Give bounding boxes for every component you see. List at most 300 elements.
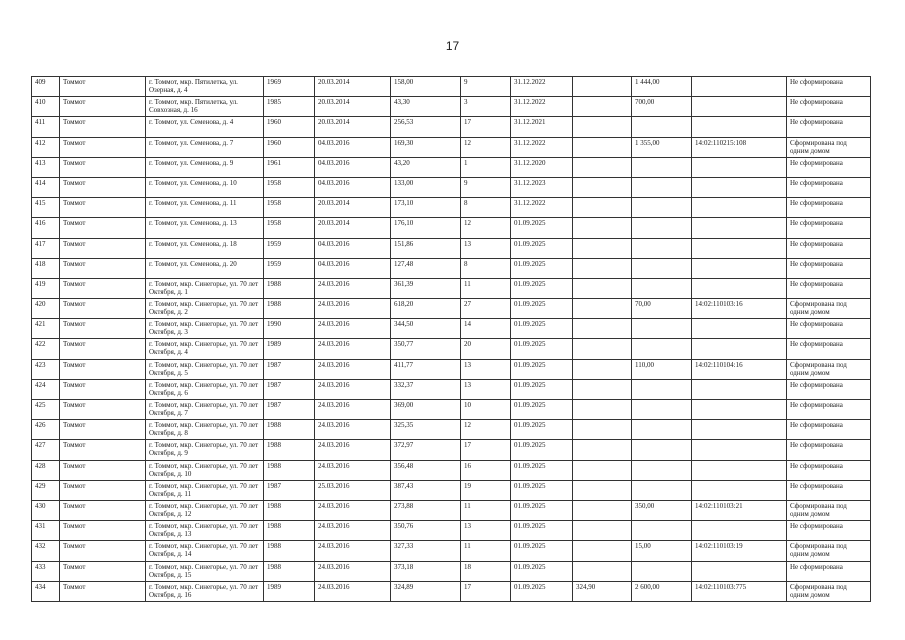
table-row [32, 177, 871, 197]
recognition-date-cell: 20.03.2014 [315, 218, 391, 238]
address-cell: г. Томмот, мкр. Синегорье, ул. 70 лет Октября, д. 14 [146, 541, 264, 561]
value-cell [573, 521, 632, 541]
address-cell: г. Томмот, мкр. Синегорье, ул. 70 лет Октября, д. 13 [146, 521, 264, 541]
address-cell: г. Томмот, ул. Семенова, д. 18 [146, 238, 264, 258]
area-cell: 173,10 [391, 198, 461, 218]
table-row [32, 500, 871, 520]
cadastral-number-cell [692, 198, 787, 218]
value-cell [573, 137, 632, 157]
row-number-cell: 410 [32, 97, 60, 117]
table-row [32, 581, 871, 601]
table-row [32, 77, 871, 97]
area-cell: 133,00 [391, 177, 461, 197]
row-number-cell: 425 [32, 400, 60, 420]
city-cell: Томмот [60, 480, 146, 500]
deadline-cell: 01.09.2025 [511, 480, 573, 500]
address-cell: г. Томмот, мкр. Синегорье, ул. 70 лет Октября, д. 1 [146, 278, 264, 298]
recognition-date-cell: 24.03.2016 [315, 500, 391, 520]
cadastral-number-cell: 14:02:110104:16 [692, 359, 787, 379]
cadastral-number-cell [692, 521, 787, 541]
cadastral-number-cell: 14:02:110103:16 [692, 299, 787, 319]
deadline-cell: 01.09.2025 [511, 278, 573, 298]
built-year-cell: 1988 [264, 278, 315, 298]
value-cell [573, 319, 632, 339]
land-area-cell: 70,00 [632, 299, 692, 319]
built-year-cell: 1988 [264, 561, 315, 581]
table-row [32, 359, 871, 379]
land-area-cell: 1 355,00 [632, 137, 692, 157]
city-cell: Томмот [60, 521, 146, 541]
table-row [32, 561, 871, 581]
land-area-cell [632, 218, 692, 238]
row-number-cell: 414 [32, 177, 60, 197]
cadastral-number-cell [692, 440, 787, 460]
address-cell: г. Томмот, мкр. Пятилетка, ул. Совхозная, д. 16 [146, 97, 264, 117]
land-status-cell: Сформирована под одним домом [787, 137, 871, 157]
area-cell: 324,89 [391, 581, 461, 601]
cadastral-number-cell [692, 238, 787, 258]
deadline-cell: 01.09.2025 [511, 359, 573, 379]
land-status-cell: Не сформирована [787, 77, 871, 97]
residents-cell: 18 [461, 561, 511, 581]
value-cell [573, 379, 632, 399]
cadastral-number-cell [692, 480, 787, 500]
area-cell: 356,48 [391, 460, 461, 480]
land-status-cell: Сформирована под одним домом [787, 500, 871, 520]
value-cell [573, 198, 632, 218]
land-status-cell: Не сформирована [787, 238, 871, 258]
built-year-cell: 1987 [264, 359, 315, 379]
area-cell: 373,18 [391, 561, 461, 581]
built-year-cell: 1988 [264, 460, 315, 480]
row-number-cell: 428 [32, 460, 60, 480]
value-cell [573, 157, 632, 177]
city-cell: Томмот [60, 561, 146, 581]
address-cell: г. Томмот, мкр. Синегорье, ул. 70 лет Октября, д. 8 [146, 420, 264, 440]
land-area-cell: 700,00 [632, 97, 692, 117]
residents-cell: 12 [461, 420, 511, 440]
land-status-cell: Не сформирована [787, 460, 871, 480]
residents-cell: 20 [461, 339, 511, 359]
land-status-cell: Не сформирована [787, 177, 871, 197]
city-cell: Томмот [60, 379, 146, 399]
address-cell: г. Томмот, мкр. Синегорье, ул. 70 лет Октября, д. 7 [146, 400, 264, 420]
recognition-date-cell: 24.03.2016 [315, 460, 391, 480]
address-cell: г. Томмот, мкр. Синегорье, ул. 70 лет Октября, д. 12 [146, 500, 264, 520]
built-year-cell: 1987 [264, 400, 315, 420]
recognition-date-cell: 24.03.2016 [315, 299, 391, 319]
deadline-cell: 01.09.2025 [511, 460, 573, 480]
area-cell: 151,86 [391, 238, 461, 258]
table-row [32, 521, 871, 541]
area-cell: 256,53 [391, 117, 461, 137]
value-cell [573, 541, 632, 561]
land-status-cell: Не сформирована [787, 319, 871, 339]
recognition-date-cell: 20.03.2014 [315, 97, 391, 117]
deadline-cell: 31.12.2022 [511, 77, 573, 97]
city-cell: Томмот [60, 238, 146, 258]
cadastral-number-cell [692, 561, 787, 581]
row-number-cell: 413 [32, 157, 60, 177]
land-status-cell: Не сформирована [787, 218, 871, 238]
recognition-date-cell: 20.03.2014 [315, 198, 391, 218]
land-status-cell: Сформирована под одним домом [787, 299, 871, 319]
city-cell: Томмот [60, 339, 146, 359]
cadastral-number-cell: 14:02:110103:21 [692, 500, 787, 520]
city-cell: Томмот [60, 299, 146, 319]
land-status-cell: Не сформирована [787, 198, 871, 218]
area-cell: 411,77 [391, 359, 461, 379]
deadline-cell: 31.12.2020 [511, 157, 573, 177]
land-area-cell: 350,00 [632, 500, 692, 520]
deadline-cell: 01.09.2025 [511, 238, 573, 258]
table-row [32, 97, 871, 117]
land-area-cell [632, 117, 692, 137]
land-area-cell [632, 319, 692, 339]
area-cell: 169,30 [391, 137, 461, 157]
row-number-cell: 429 [32, 480, 60, 500]
cadastral-number-cell [692, 218, 787, 238]
recognition-date-cell: 04.03.2016 [315, 177, 391, 197]
built-year-cell: 1987 [264, 379, 315, 399]
built-year-cell: 1988 [264, 440, 315, 460]
deadline-cell: 01.09.2025 [511, 218, 573, 238]
area-cell: 273,88 [391, 500, 461, 520]
address-cell: г. Томмот, мкр. Синегорье, ул. 70 лет Октября, д. 15 [146, 561, 264, 581]
built-year-cell: 1989 [264, 339, 315, 359]
recognition-date-cell: 24.03.2016 [315, 521, 391, 541]
land-status-cell: Не сформирована [787, 157, 871, 177]
land-area-cell [632, 339, 692, 359]
value-cell [573, 400, 632, 420]
cadastral-number-cell: 14:02:110103:775 [692, 581, 787, 601]
recognition-date-cell: 24.03.2016 [315, 400, 391, 420]
row-number-cell: 416 [32, 218, 60, 238]
table-row [32, 157, 871, 177]
value-cell [573, 278, 632, 298]
value-cell [573, 359, 632, 379]
land-area-cell [632, 258, 692, 278]
cadastral-number-cell: 14:02:110103:19 [692, 541, 787, 561]
built-year-cell: 1988 [264, 521, 315, 541]
table-row [32, 339, 871, 359]
table-row [32, 117, 871, 137]
address-cell: г. Томмот, мкр. Синегорье, ул. 70 лет Октября, д. 10 [146, 460, 264, 480]
value-cell [573, 480, 632, 500]
row-number-cell: 434 [32, 581, 60, 601]
deadline-cell: 01.09.2025 [511, 521, 573, 541]
residents-cell: 16 [461, 460, 511, 480]
land-status-cell: Не сформирована [787, 440, 871, 460]
row-number-cell: 418 [32, 258, 60, 278]
residents-cell: 1 [461, 157, 511, 177]
area-cell: 387,43 [391, 480, 461, 500]
land-status-cell: Не сформирована [787, 258, 871, 278]
deadline-cell: 01.09.2025 [511, 258, 573, 278]
address-cell: г. Томмот, мкр. Синегорье, ул. 70 лет Октября, д. 6 [146, 379, 264, 399]
deadline-cell: 01.09.2025 [511, 440, 573, 460]
table-row [32, 238, 871, 258]
built-year-cell: 1987 [264, 480, 315, 500]
deadline-cell: 31.12.2022 [511, 137, 573, 157]
cadastral-number-cell [692, 77, 787, 97]
address-cell: г. Томмот, ул. Семенова, д. 9 [146, 157, 264, 177]
land-area-cell [632, 198, 692, 218]
land-status-cell: Не сформирована [787, 420, 871, 440]
land-area-cell: 15,00 [632, 541, 692, 561]
table-row [32, 480, 871, 500]
residents-cell: 11 [461, 500, 511, 520]
city-cell: Томмот [60, 97, 146, 117]
row-number-cell: 409 [32, 77, 60, 97]
land-status-cell: Не сформирована [787, 97, 871, 117]
row-number-cell: 432 [32, 541, 60, 561]
row-number-cell: 415 [32, 198, 60, 218]
residents-cell: 8 [461, 258, 511, 278]
row-number-cell: 431 [32, 521, 60, 541]
address-cell: г. Томмот, мкр. Синегорье, ул. 70 лет Октября, д. 9 [146, 440, 264, 460]
residents-cell: 17 [461, 440, 511, 460]
value-cell [573, 77, 632, 97]
registry-body [32, 77, 871, 602]
land-area-cell: 1 444,00 [632, 77, 692, 97]
residents-cell: 3 [461, 97, 511, 117]
value-cell [573, 561, 632, 581]
address-cell: г. Томмот, ул. Семенова, д. 10 [146, 177, 264, 197]
land-status-cell: Сформирована под одним домом [787, 541, 871, 561]
residents-cell: 27 [461, 299, 511, 319]
recognition-date-cell: 24.03.2016 [315, 339, 391, 359]
deadline-cell: 01.09.2025 [511, 299, 573, 319]
table-row [32, 420, 871, 440]
page-number: 17 [445, 39, 460, 53]
deadline-cell: 01.09.2025 [511, 500, 573, 520]
address-cell: г. Томмот, мкр. Синегорье, ул. 70 лет Октября, д. 2 [146, 299, 264, 319]
row-number-cell: 426 [32, 420, 60, 440]
city-cell: Томмот [60, 278, 146, 298]
city-cell: Томмот [60, 581, 146, 601]
built-year-cell: 1960 [264, 117, 315, 137]
city-cell: Томмот [60, 440, 146, 460]
area-cell: 176,10 [391, 218, 461, 238]
recognition-date-cell: 24.03.2016 [315, 359, 391, 379]
city-cell: Томмот [60, 541, 146, 561]
table-row [32, 198, 871, 218]
address-cell: г. Томмот, мкр. Синегорье, ул. 70 лет Октября, д. 4 [146, 339, 264, 359]
cadastral-number-cell [692, 400, 787, 420]
table-row [32, 299, 871, 319]
area-cell: 327,33 [391, 541, 461, 561]
built-year-cell: 1960 [264, 137, 315, 157]
table-row [32, 218, 871, 238]
address-cell: г. Томмот, мкр. Синегорье, ул. 70 лет Октября, д. 5 [146, 359, 264, 379]
built-year-cell: 1958 [264, 218, 315, 238]
built-year-cell: 1961 [264, 157, 315, 177]
address-cell: г. Томмот, мкр. Синегорье, ул. 70 лет Октября, д. 11 [146, 480, 264, 500]
residents-cell: 12 [461, 218, 511, 238]
land-area-cell [632, 177, 692, 197]
land-area-cell [632, 440, 692, 460]
row-number-cell: 422 [32, 339, 60, 359]
value-cell [573, 177, 632, 197]
table-row [32, 400, 871, 420]
row-number-cell: 424 [32, 379, 60, 399]
city-cell: Томмот [60, 400, 146, 420]
table-row [32, 379, 871, 399]
value-cell [573, 339, 632, 359]
city-cell: Томмот [60, 218, 146, 238]
land-area-cell: 110,00 [632, 359, 692, 379]
row-number-cell: 421 [32, 319, 60, 339]
residents-cell: 13 [461, 359, 511, 379]
deadline-cell: 01.09.2025 [511, 319, 573, 339]
land-status-cell: Не сформирована [787, 521, 871, 541]
value-cell: 324,90 [573, 581, 632, 601]
land-status-cell: Не сформирована [787, 480, 871, 500]
city-cell: Томмот [60, 359, 146, 379]
recognition-date-cell: 24.03.2016 [315, 278, 391, 298]
value-cell [573, 440, 632, 460]
cadastral-number-cell [692, 460, 787, 480]
land-area-cell [632, 379, 692, 399]
deadline-cell: 31.12.2021 [511, 117, 573, 137]
city-cell: Томмот [60, 500, 146, 520]
built-year-cell: 1969 [264, 77, 315, 97]
residents-cell: 12 [461, 137, 511, 157]
residents-cell: 14 [461, 319, 511, 339]
area-cell: 361,39 [391, 278, 461, 298]
address-cell: г. Томмот, ул. Семенова, д. 11 [146, 198, 264, 218]
row-number-cell: 411 [32, 117, 60, 137]
residents-cell: 13 [461, 238, 511, 258]
built-year-cell: 1990 [264, 319, 315, 339]
land-area-cell [632, 420, 692, 440]
built-year-cell: 1985 [264, 97, 315, 117]
address-cell: г. Томмот, ул. Семенова, д. 4 [146, 117, 264, 137]
table-row [32, 258, 871, 278]
residents-cell: 9 [461, 77, 511, 97]
land-area-cell: 2 600,00 [632, 581, 692, 601]
land-area-cell [632, 521, 692, 541]
deadline-cell: 01.09.2025 [511, 541, 573, 561]
built-year-cell: 1958 [264, 198, 315, 218]
row-number-cell: 417 [32, 238, 60, 258]
recognition-date-cell: 04.03.2016 [315, 137, 391, 157]
deadline-cell: 01.09.2025 [511, 420, 573, 440]
recognition-date-cell: 24.03.2016 [315, 319, 391, 339]
area-cell: 325,35 [391, 420, 461, 440]
built-year-cell: 1988 [264, 299, 315, 319]
cadastral-number-cell [692, 258, 787, 278]
built-year-cell: 1988 [264, 420, 315, 440]
address-cell: г. Томмот, ул. Семенова, д. 13 [146, 218, 264, 238]
cadastral-number-cell [692, 319, 787, 339]
recognition-date-cell: 24.03.2016 [315, 440, 391, 460]
city-cell: Томмот [60, 420, 146, 440]
area-cell: 344,50 [391, 319, 461, 339]
value-cell [573, 299, 632, 319]
deadline-cell: 31.12.2023 [511, 177, 573, 197]
address-cell: г. Томмот, ул. Семенова, д. 7 [146, 137, 264, 157]
residents-cell: 19 [461, 480, 511, 500]
deadline-cell: 01.09.2025 [511, 339, 573, 359]
area-cell: 127,48 [391, 258, 461, 278]
recognition-date-cell: 24.03.2016 [315, 561, 391, 581]
recognition-date-cell: 24.03.2016 [315, 581, 391, 601]
recognition-date-cell: 24.03.2016 [315, 379, 391, 399]
land-area-cell [632, 278, 692, 298]
area-cell: 618,20 [391, 299, 461, 319]
land-area-cell [632, 480, 692, 500]
city-cell: Томмот [60, 157, 146, 177]
area-cell: 332,37 [391, 379, 461, 399]
table-row [32, 319, 871, 339]
built-year-cell: 1988 [264, 500, 315, 520]
residents-cell: 17 [461, 117, 511, 137]
area-cell: 43,20 [391, 157, 461, 177]
city-cell: Томмот [60, 117, 146, 137]
residents-cell: 11 [461, 541, 511, 561]
value-cell [573, 420, 632, 440]
residents-cell: 13 [461, 379, 511, 399]
residents-cell: 17 [461, 581, 511, 601]
city-cell: Томмот [60, 198, 146, 218]
value-cell [573, 460, 632, 480]
land-area-cell [632, 400, 692, 420]
cadastral-number-cell [692, 278, 787, 298]
land-status-cell: Не сформирована [787, 561, 871, 581]
land-status-cell: Сформирована под одним домом [787, 359, 871, 379]
built-year-cell: 1988 [264, 541, 315, 561]
area-cell: 43,30 [391, 97, 461, 117]
land-status-cell: Не сформирована [787, 339, 871, 359]
cadastral-number-cell: 14:02:110215:108 [692, 137, 787, 157]
address-cell: г. Томмот, мкр. Синегорье, ул. 70 лет Октября, д. 3 [146, 319, 264, 339]
cadastral-number-cell [692, 97, 787, 117]
value-cell [573, 218, 632, 238]
area-cell: 372,97 [391, 440, 461, 460]
area-cell: 350,76 [391, 521, 461, 541]
city-cell: Томмот [60, 258, 146, 278]
value-cell [573, 97, 632, 117]
table-row [32, 541, 871, 561]
cadastral-number-cell [692, 157, 787, 177]
address-cell: г. Томмот, мкр. Синегорье, ул. 70 лет Октября, д. 16 [146, 581, 264, 601]
area-cell: 369,00 [391, 400, 461, 420]
address-cell: г. Томмот, ул. Семенова, д. 20 [146, 258, 264, 278]
row-number-cell: 430 [32, 500, 60, 520]
table-row [32, 460, 871, 480]
residents-cell: 8 [461, 198, 511, 218]
deadline-cell: 01.09.2025 [511, 400, 573, 420]
deadline-cell: 31.12.2022 [511, 97, 573, 117]
recognition-date-cell: 04.03.2016 [315, 258, 391, 278]
residents-cell: 10 [461, 400, 511, 420]
row-number-cell: 412 [32, 137, 60, 157]
value-cell [573, 238, 632, 258]
area-cell: 350,77 [391, 339, 461, 359]
value-cell [573, 117, 632, 137]
recognition-date-cell: 25.03.2016 [315, 480, 391, 500]
recognition-date-cell: 24.03.2016 [315, 541, 391, 561]
cadastral-number-cell [692, 117, 787, 137]
city-cell: Томмот [60, 460, 146, 480]
cadastral-number-cell [692, 379, 787, 399]
table-row [32, 137, 871, 157]
deadline-cell: 01.09.2025 [511, 561, 573, 581]
row-number-cell: 420 [32, 299, 60, 319]
built-year-cell: 1959 [264, 238, 315, 258]
